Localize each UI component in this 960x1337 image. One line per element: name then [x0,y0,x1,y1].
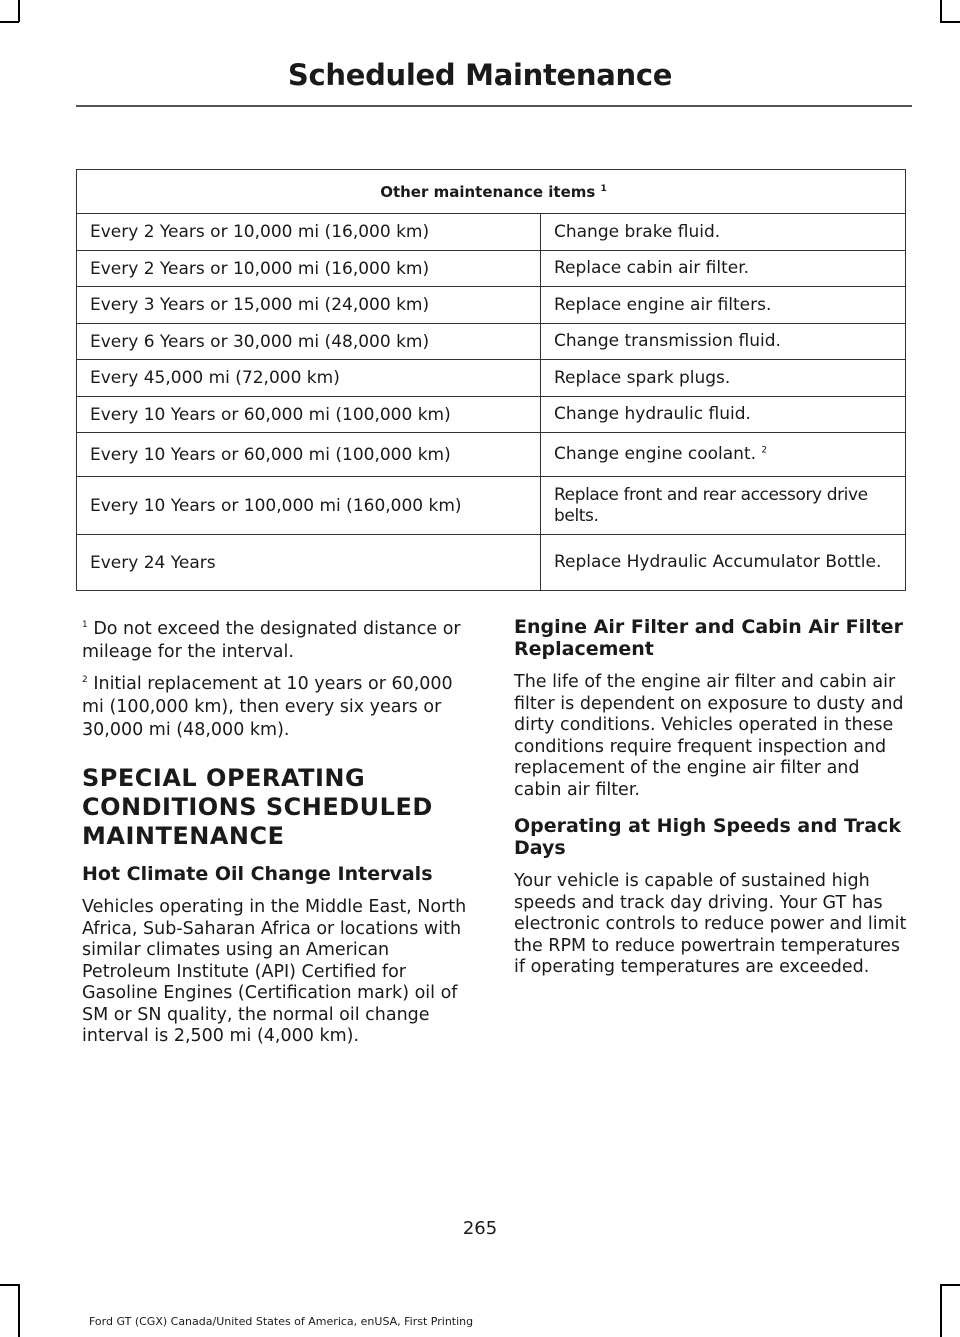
table-row [77,324,906,360]
paragraph: Your vehicle is capable of sustained high speeds and track day driving. Your GT has electronic controls to reduce power and limit the RPM to reduce powertrain temperatures if operating temperatures are exceeded. [514,871,907,977]
action-cell: Replace Hydraulic Accumulator Bottle. [541,535,906,591]
table-header-row [77,170,906,214]
interval-cell: Every 6 Years or 30,000 mi (48,000 km) [77,324,541,360]
subsection-heading: Hot Climate Oil Change Intervals [82,863,433,885]
crop-mark [940,1284,960,1286]
action-cell: Change engine coolant. $^2$ [541,433,906,477]
table-row [77,477,906,535]
interval-cell: Every 24 Years [77,535,541,591]
crop-mark [0,1284,19,1286]
right-column [514,616,909,993]
table-row [77,287,906,324]
maintenance-table [76,169,906,591]
subsection-heading: Engine Air Filter and Cabin Air Filter Replacement [514,616,903,660]
interval-cell: Every 10 Years or 60,000 mi (100,000 km) [77,397,541,433]
crop-mark [18,1284,20,1337]
page-title: Scheduled Maintenance [287,58,673,92]
left-column [82,618,475,1062]
table-row [77,251,906,287]
table-row [77,214,906,251]
table-title: Other maintenance items $^1$ [77,170,906,214]
footnote: $^2$ Initial replacement at 10 years or 60,000 mi (100,000 km), then every six years or 30,000 mi (48,000 km). [82,674,453,740]
action-cell: Replace engine air filters. [541,287,906,324]
crop-mark [0,21,19,23]
crop-mark [18,0,20,22]
crop-mark [940,1284,942,1337]
section-heading: SPECIAL OPERATING CONDITIONS SCHEDULED MAINTENANCE [82,764,433,850]
footnote: $^1$ Do not exceed the designated distance or mileage for the interval. [82,619,461,662]
interval-cell: Every 10 Years or 100,000 mi (160,000 km) [77,477,541,535]
interval-cell: Every 2 Years or 10,000 mi (16,000 km) [77,214,541,251]
footnote-ref: 1 [600,183,607,194]
action-cell: Replace front and rear accessory drive belts. [541,477,906,535]
table-row [77,397,906,433]
table-row [77,535,906,591]
action-cell: Change brake fluid. [541,214,906,251]
crop-mark [940,21,960,23]
table-row [77,433,906,477]
footer-text: Ford GT (CGX) Canada/United States of America, enUSA, First Printing [89,1315,474,1328]
header-divider [76,105,912,107]
action-cell: Change hydraulic fluid. [541,397,906,433]
crop-mark [940,0,942,22]
action-cell: Change transmission fluid. [541,324,906,360]
interval-cell: Every 2 Years or 10,000 mi (16,000 km) [77,251,541,287]
action-cell: Replace cabin air filter. [541,251,906,287]
table-row [77,360,906,397]
interval-cell: Every 3 Years or 15,000 mi (24,000 km) [77,287,541,324]
page-number: 265 [462,1218,498,1239]
footnote-ref: 2 [761,445,768,456]
interval-cell: Every 45,000 mi (72,000 km) [77,360,541,397]
action-cell: Replace spark plugs. [541,360,906,397]
subsection-heading: Operating at High Speeds and Track Days [514,815,901,859]
interval-cell: Every 10 Years or 60,000 mi (100,000 km) [77,433,541,477]
paragraph: Vehicles operating in the Middle East, North Africa, Sub-Saharan Africa or locations with similar climates using an American Petroleum Institute (API) Certified for Gasoline Engines (Certification mark) oil of SM or SN quality, the normal oil change interval is 2,500 mi (4,000 km). [82,897,467,1046]
paragraph: The life of the engine air filter and cabin air filter is dependent on exposure to dusty and dirty conditions. Vehicles operated in these conditions require frequent inspection and replacement of the engine air filter and cabin air filter. [514,672,904,800]
